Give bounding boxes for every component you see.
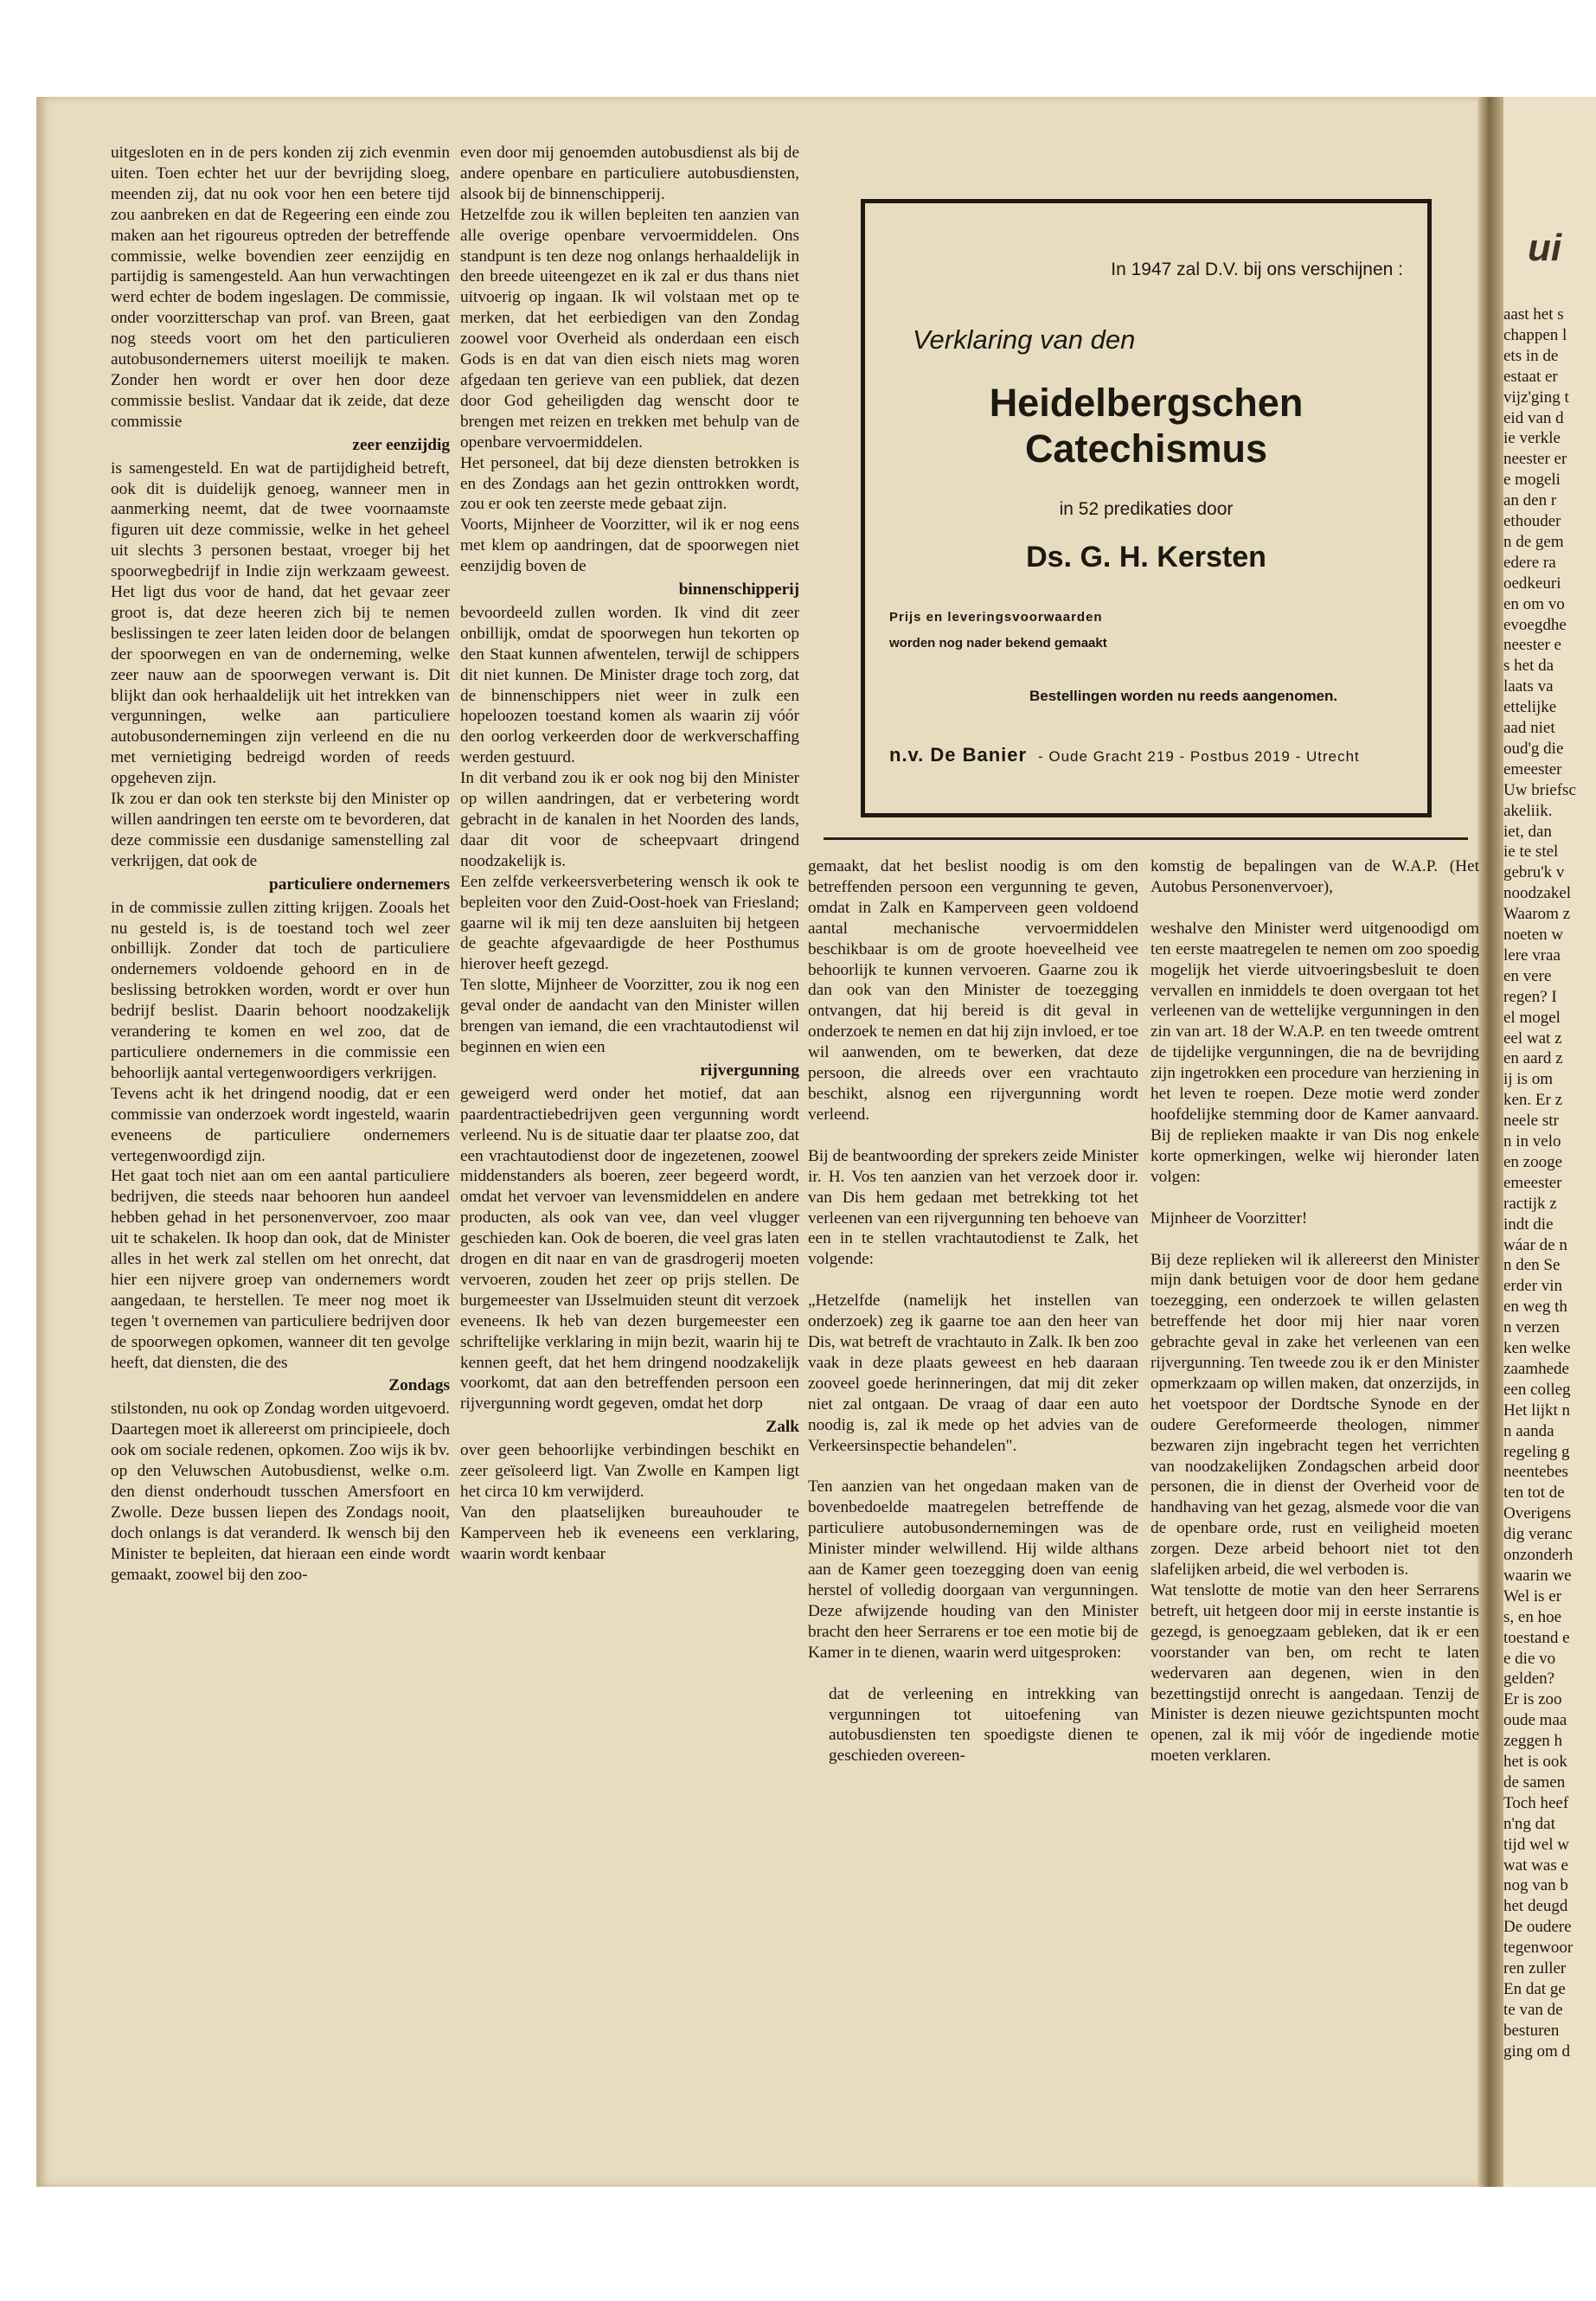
paragraph: In dit verband zou ik er ook nog bij den Minister op willen aandringen, dat er verbetering wordt gebracht in de kanalen in het Noorden des lands, daar dit voor de scheepvaart dringend noodzakelijk is. [460,769,799,870]
adjacent-page-line: an den r [1503,491,1557,510]
adjacent-page-line: toestand e [1503,1628,1570,1647]
adjacent-page-line: evoegdhe [1503,615,1567,634]
adjacent-page-line: el mogel [1503,1008,1561,1027]
adjacent-page-line: een colleg [1503,1380,1571,1399]
adjacent-page-line: waarin we [1503,1566,1572,1585]
adjacent-page-line: de samen [1503,1772,1566,1791]
page-gutter [1477,97,1503,2187]
column-4 [1151,856,1479,1766]
ad-prices-line-2: worden nog nader bekend gemaakt [889,636,1107,651]
subheading: Zalk [766,1418,799,1437]
adjacent-page-line: n de gem [1503,532,1564,551]
adjacent-page-line: regen? I [1503,987,1557,1006]
section-divider [824,837,1468,840]
adjacent-page-line: n verzen [1503,1318,1560,1337]
adjacent-page-line: en vere [1503,966,1552,985]
paragraph: weshalve den Minister werd uitgenoodigd om ten eerste maatregelen te nemen om zoo spoedig mogelijk het vierde uitvoeringsbesluit te doen vervallen en inmiddels te doen overgaan tot het verleenen van de wettelijke vergunningen in den zin van art. 18 der W.A.P. en ten tweede omtrent de tijdelijke vergunningen, die na de bevrijding zijn ingetrokken een procedure van herziening in het leven te roepen. Deze motie werd zonder hoofdelijke stemming door de Kamer aanvaard. Bij de replieken maakte ir van Dis nog enkele korte opmerkingen, welke wij hieronder laten volgen: [1151,919,1479,1186]
paragraph: Mijnheer de Voorzitter! [1151,1208,1308,1227]
adjacent-page-line: Wel is er [1503,1586,1562,1606]
adjacent-page-line: te van de [1503,2000,1563,2019]
adjacent-page-line: akeliik. [1503,801,1553,820]
adjacent-page-line: iet, dan [1503,822,1552,841]
ad-orders-note: Bestellingen worden nu reeds aangenomen. [1029,688,1338,704]
adjacent-page-line: eel wat z [1503,1029,1562,1048]
adjacent-page-line: gebru'k v [1503,863,1565,882]
adjacent-page-line: Overigens [1503,1504,1572,1523]
adjacent-page-line: het deugd [1503,1897,1568,1916]
adjacent-page-line: emeester [1503,760,1562,779]
adjacent-page-line: ken welke [1503,1339,1571,1357]
adjacent-page-line: neester e [1503,636,1561,655]
column-1 [111,143,450,1586]
paragraph: Het gaat toch niet aan om een aantal particuliere bedrijven, die steeds naar behooren hun aandeel hebben gehad in het personenvervoer, zoo maar uit te schakelen. Ik hoop dan ook, dat de Minister alles in het werk zal stellen om het onrecht, dat hier een nijvere groep van ondernemers wordt aangedaan, te herstellen. Te meer nog moet ik tegen 't overnemen van particuliere bedrijven door de spoorwegen opkomen, wanneer dit ten gevolge heeft, dat diensten, die des [111,1167,450,1372]
adjacent-page-line: en om vo [1503,594,1565,613]
adjacent-page-line: aad niet [1503,719,1555,737]
adjacent-page [1503,97,1596,2187]
subheading: rijvergunning [700,1061,799,1080]
paragraph: Bij de beantwoording der sprekers zeide Minister ir. H. Vos ten aanzien van het verzoek door ir. van Dis hem gedaan met betrekking tot het verleenen van een rijvergunning ten behoeve van een in te stellen vrachtautodienst te Zalk, het volgende: [808,1146,1138,1269]
subheading: zeer eenzijdig [352,435,450,454]
paragraph: uitgesloten en in de pers konden zij zich evenmin uiten. Toen echter het uur der bevrijding sloeg, meenden zij, dat nu ook voor hen een betere tijd zou aanbreken en dat de Regeering een einde zou maken aan het rigoureus optreden der betreffende commissie, welke bovendien zeer eenzijdig en partijdig is samengesteld. Aan hun verwachtingen werd echter de bodem ingeslagen. De commissie, onder voorzitterschap van prof. van Breen, gaat nog steeds voort om het den particulieren autobusondernemers uiterst moeilijk te maken. Zonder hen wordt er over hen door deze commissie beslist. Vandaar dat ik zeide, dat deze commissie [111,144,450,431]
adjacent-page-line: oude maa [1503,1711,1567,1730]
adjacent-page-line: Uw briefsc [1503,780,1576,799]
adjacent-page-line: lere vraa [1503,945,1561,965]
adjacent-page-line: en weg th [1503,1298,1567,1317]
paragraph: komstig de bepalingen van de W.A.P. (Het Autobus Personenvervoer), [1151,857,1479,896]
adjacent-page-line: De oudere [1503,1918,1572,1937]
adjacent-page-line: het is ook [1503,1753,1567,1771]
paragraph: Voorts, Mijnheer de Voorzitter, wil ik er nog eens met klem op aandringen, dat de spoorwegen niet eenzijdig boven de [460,516,799,576]
paragraph: Wat tenslotte de motie van den heer Serrarens betreft, uit hetgeen door mij in eerste instantie is gezegd, is genoegzaam gebleken, dat ik er een voorstander van ben, om recht te laten wedervaren aan degenen, wien in den bezettingstijd onrecht is aangedaan. Tenzij de Minister is dezen nieuwe gezichtspunten mocht openen, zal ik mij vóór de ingediende motie moeten verklaren. [1151,1581,1479,1766]
adjacent-page-line: neester er [1503,450,1567,469]
adjacent-page-line: emeester [1503,1173,1562,1192]
paragraph: Een zelfde verkeersverbetering wensch ik ook te bepleiten voor den Zuid-Oost-hoek van Friesland; gaarne wil ik mij ten deze aansluiten bij hetgeen de geachte afgevaardigde de heer Posthumus hierover heeft gezegd. [460,872,799,974]
adjacent-page-line: ren zuller [1503,1959,1567,1977]
adjacent-page-line: n aanda [1503,1421,1554,1440]
adjacent-page-line: ten tot de [1503,1484,1565,1503]
subheading: Zondags [388,1376,450,1395]
adjacent-page-line: Waarom z [1503,905,1571,924]
adjacent-page-line: ettelijke [1503,698,1557,717]
ad-title-line-1: Heidelbergschen [989,381,1304,425]
adjacent-page-line: neentebes [1503,1463,1568,1482]
adjacent-page-line: nog van b [1503,1876,1568,1895]
adjacent-page-line: e mogeli [1503,471,1561,490]
adjacent-page-line: ethouder [1503,512,1561,530]
advertisement-box [861,199,1432,817]
subheading: binnenschipperij [678,580,799,599]
adjacent-page-line: ie verkle [1503,429,1561,448]
adjacent-page-line: noeten w [1503,926,1564,944]
paragraph: Ten slotte, Mijnheer de Voorzitter, zou ik nog een geval onder de aandacht van den Minister willen brengen van iemand, die een vrachtautodienst wil beginnen en wien een [460,976,799,1056]
adjacent-page-line: vijz'ging t [1503,388,1569,407]
paragraph: Het personeel, dat bij deze diensten betrokken is en des Zondags aan het gezin onttrokken wordt, zou er ook ten zeerste mede gebaat zijn. [460,453,799,514]
adjacent-page-line: zaamhede [1503,1359,1569,1378]
ad-announcement: In 1947 zal D.V. bij ons verschijnen : [1111,260,1403,279]
adjacent-page-line: chappen l [1503,325,1567,344]
adjacent-page-line: s het da [1503,657,1554,676]
paragraph: even door mij genoemden autobusdienst als bij de andere openbare en particuliere autobusdiensten, alsook bij de binnenschipperij. [460,144,799,203]
adjacent-page-line: ie te stel [1503,843,1559,862]
paragraph: Bij deze replieken wil ik allereerst den Minister mijn dank betuigen voor de door hem gedane toezegging, een onderzoek te willen gelasten betreffende het door mij hier naar voren gebrachte geval in zake het verleenen van een rijvergunning. Ten tweede zou ik er den Minister opmerkzaam op willen maken, dat onzerzijds, in het voetspoor der Dordtsche Synode en der oudere Gereformeerde theologen, nimmer bezwaren zijn ingebracht tegen het verrichten van noodzakelijken Zondagschen arbeid door personen, die in dienst der Overheid voor de handhaving van het gezag, alsmede voor die van de openbare orde, rust en veiligheid moeten zorgen. Deze arbeid behoort niet tot den slafelijken arbeid, die wel verboden is. [1151,1250,1479,1580]
adjacent-page-line: erder vin [1503,1277,1563,1296]
ad-prices-line-1: Prijs en leveringsvoorwaarden [889,610,1103,625]
adjacent-page-line: zeggen h [1503,1732,1563,1751]
paragraph: over geen behoorlijke verbindingen beschikt en zeer geïsoleerd ligt. Van Zwolle en Kampen ligt het circa 10 km verwijderd. [460,1441,799,1501]
adjacent-page-line: tijd wel w [1503,1835,1569,1854]
adjacent-page-line: dig veranc [1503,1525,1573,1544]
adjacent-page-line: neele str [1503,1112,1559,1131]
adjacent-page-line: regeling g [1503,1442,1570,1461]
adjacent-page-line: edere ra [1503,553,1556,572]
ad-title-line-2: Catechismus [1024,426,1268,471]
adjacent-page-line: ij is om [1503,1070,1554,1089]
adjacent-page-line: aast het s [1503,305,1564,324]
adjacent-page-line: en zooge [1503,1152,1563,1171]
paragraph: is samengesteld. En wat de partijdigheid betreft, ook dit is duidelijk genoeg, wanneer men in aanmerking neemt, dat de twee voornaamste figuren uit deze commissie, welke in het geheel uit slechts 3 personen bestaat, vroeger bij het spoorwegbedrijf in Indie zijn werkzaam geweest. Het ligt dus voor de hand, dat het gevaar zeer groot is, dat deze heeren zich bij te nemen beslissingen te zeer laten leiden door de belangen der spoorwegen en van de onderneming, welke zeer nauw aan de spoorwegen verwant is. Dit blijkt dan ook herhaaldelijk uit het intrekken van vergunningen, welke aan particuliere autobusondernemingen zijn verleend en die nu met vernietiging bedreigd worden of reeds opgeheven zijn. [111,458,450,788]
adjacent-page-line: e die vo [1503,1649,1556,1668]
adjacent-page-line: tegenwoor [1503,1939,1574,1958]
paragraph: Hetzelfde zou ik willen bepleiten ten aanzien van alle overige openbare vervoermiddelen. Ons standpunt is ten deze nog onlangs herhaaldelijk in den breede uiteengezet en ik zal er dus thans niet uitvoerig op ingaan. Ik wil volstaan met op te merken, dat het eerbiedigen van den Zondag zoowel voor Overheid als onderdaan een eisch Gods is en dat van dien eisch niets mag woren afgedaan ten gerieve van een publiek, dat dezen door God geheiligden dag wenscht door te brengen met reizen en trekken met behulp van de openbare vervoermiddelen. [460,205,799,452]
ad-subtitle: in 52 predikaties door [1059,499,1234,519]
adjacent-page-line: Toch heef [1503,1793,1569,1812]
adjacent-page-line: ging om d [1503,2041,1571,2061]
adjacent-page-line: estaat er [1503,367,1558,386]
paragraph: Van den plaatselijken bureauhouder te Kamperveen heb ik eveneens een verklaring, waarin wordt kenbaar [460,1503,799,1563]
adjacent-page-line: en aard z [1503,1049,1563,1068]
paragraph: Tevens acht ik het dringend noodig, dat er een commissie van onderzoek wordt ingesteld, waarin eveneens de particuliere ondernemers vertegenwoordigd zijn. [111,1084,450,1165]
column-3 [808,856,1138,1766]
ad-publisher: n.v. De Banier [889,744,1028,766]
adjacent-page-line: En dat ge [1503,1979,1566,1998]
paragraph: in de commissie zullen zitting krijgen. Zooals het nu gesteld is, is de toestand toch wel zeer onbillijk. Zonder dat toch de particuliere ondernemers voldoende gehoord en in de beslissing betrokken worden, wordt er over hun bedrijf beslist. Daarin behoort noodzakelijk verandering te komen en wel zoo, dat de particuliere ondernemers in die commissie een behoorlijk aantal vertegenwoordigers verkrijgen. [111,898,450,1082]
adjacent-page-line: ken. Er z [1503,1091,1563,1110]
adjacent-page-line: n den Se [1503,1256,1561,1275]
adjacent-page-line: besturen [1503,2021,1560,2040]
paragraph: „Hetzelfde (namelijk het instellen van onderzoek) zeg ik gaarne toe aan den heer van Dis, wat betreft de vrachtauto in Zalk. Ik ben zoo vaak in deze plaats geweest en heb daaraan zooveel goede herinneringen, dat mij dit zeker niet zal ontgaan. De vraag of daar een auto noodig is, zal ik mede op het advies van de Verkeersinspectie behandelen". [808,1292,1138,1455]
ad-address: - Oude Gracht 219 - Postbus 2019 - Utrecht [1038,748,1360,765]
adjacent-page-line: wáar de n [1503,1235,1567,1254]
ad-author: Ds. G. H. Kersten [1026,541,1266,574]
adjacent-page-line: indt die [1503,1215,1554,1234]
subheading: particuliere ondernemers [268,875,450,894]
adjacent-page-line: ractijk z [1503,1194,1557,1213]
adjacent-page-line: oedkeuri [1503,574,1561,593]
adjacent-page-line: gelden? [1503,1670,1555,1689]
adjacent-page-line: Het lijkt n [1503,1400,1571,1420]
adjacent-page-line: laats va [1503,677,1554,696]
paragraph: bevoordeeld zullen worden. Ik vind dit zeer onbillijk, omdat de spoorwegen hun tekorten op den Staat kunnen afwentelen, terwijl de schippers dit niet kunnen. De Minister drage toch zorg, dat de binnenschippers niet weer in zulk een hopeloozen toestand komen als waarin zij vóór den oorlog verkeerden door de werkverschaffing werden gestuurd. [460,603,799,767]
adjacent-page-line: wat was e [1503,1856,1568,1875]
adjacent-page-heading: ui [1528,227,1562,269]
adjacent-page-line: n in velo [1503,1132,1561,1150]
paragraph: gemaakt, dat het beslist noodig is om den betreffenden persoon een vergunning te geven, omdat in Zalk en Kamperveen geen voldoend aantal mechanische vervoermiddelen beschikbaar is om de groote hoeveelheid vee behoorlijk te kunnen vervoeren. Gaarne zou ik dan ook van den Minister de toezegging ontvangen, dat hij bereid is dit geval in onderzoek te nemen en dat hij zijn invloed, er toe wil aanwenden, om te bewerken, dat deze persoon, die alreeds over een vrachtauto beschikt, alsnog een rijvergunning wordt verleend. [808,857,1138,1124]
adjacent-page-line: oud'g die [1503,739,1564,758]
paragraph: dat de verleening en intrekking van vergunningen tot uitoefening van autobusdiensten ten spoedigste dienen te geschieden overeen- [829,1684,1138,1766]
ad-intro: Verklaring van den [913,324,1136,355]
adjacent-page-line: s, en hoe [1503,1607,1562,1626]
adjacent-page-line: onzonderh [1503,1546,1574,1564]
adjacent-page-line: noodzakel [1503,884,1572,903]
adjacent-page-line: ets in de [1503,346,1559,365]
adjacent-page-line: eid van d [1503,408,1564,427]
paragraph: stilstonden, nu ook op Zondag worden uitgevoerd. Daartegen moet ik allereerst om principieele, doch ook om sociale redenen, opkomen. Zoo wijs ik bv. op den Veluwschen Autobusdienst, welke o.m. den dienst onderhoudt tusschen Amersfoort en Zwolle. Deze bussen liepen des Zondags nooit, doch onlangs is dat veranderd. Ik wensch bij den Minister te bepleiten, dat hieraan een einde wordt gemaakt, zoowel bij den zoo- [111,1400,450,1584]
paragraph: geweigerd werd onder het motief, dat aan paardentractiebedrijven geen vergunning wordt verleend. Nu is de situatie daar ter plaatse zoo, dat een vrachtautodienst door de ingezetenen, zoowel middenstanders als boeren, zeer begeerd wordt, omdat het vervoer van levensmiddelen en andere producten, als ook van vee, dan veel vlugger geschieden kan. Ook de boeren, die veel gras laten drogen en dit naar en van de grasdrogerij moeten vervoeren, zouden het zeer op prijs stellen. De burgemeester van IJsselmuiden steunt dit verzoek eveneens. Ik heb van dezen burgemeester een schriftelijke verklaring in mijn bezit, waarin hij te kennen geeft, dat het hem dringend noodzakelijk voorkomt, dat aan den betreffenden persoon een rijvergunning wordt gegeven, omdat het dorp [460,1084,799,1413]
paragraph: Ten aanzien van het ongedaan maken van de bovenbedoelde maatregelen betreffende de particuliere autobusondernemingen was de Minister minder welwillend. Hij wilde althans aan de Kamer geen toezegging doen van eenig herstel of volledig doorgaan van vergunningen. Deze afwijzende houding van den Minister bracht den heer Serrarens er toe een motie bij de Kamer in te dienen, waarin werd uitgesproken: [808,1477,1138,1662]
adjacent-page-line: Er is zoo [1503,1690,1562,1709]
paragraph: Ik zou er dan ook ten sterkste bij den Minister op willen aandringen ten eerste om te bevorderen, dat deze commissie een dusdanige samenstelling zal verkrijgen, dat ook de [111,790,450,870]
adjacent-page-line: n'ng dat [1503,1814,1555,1833]
column-2 [460,143,799,1565]
